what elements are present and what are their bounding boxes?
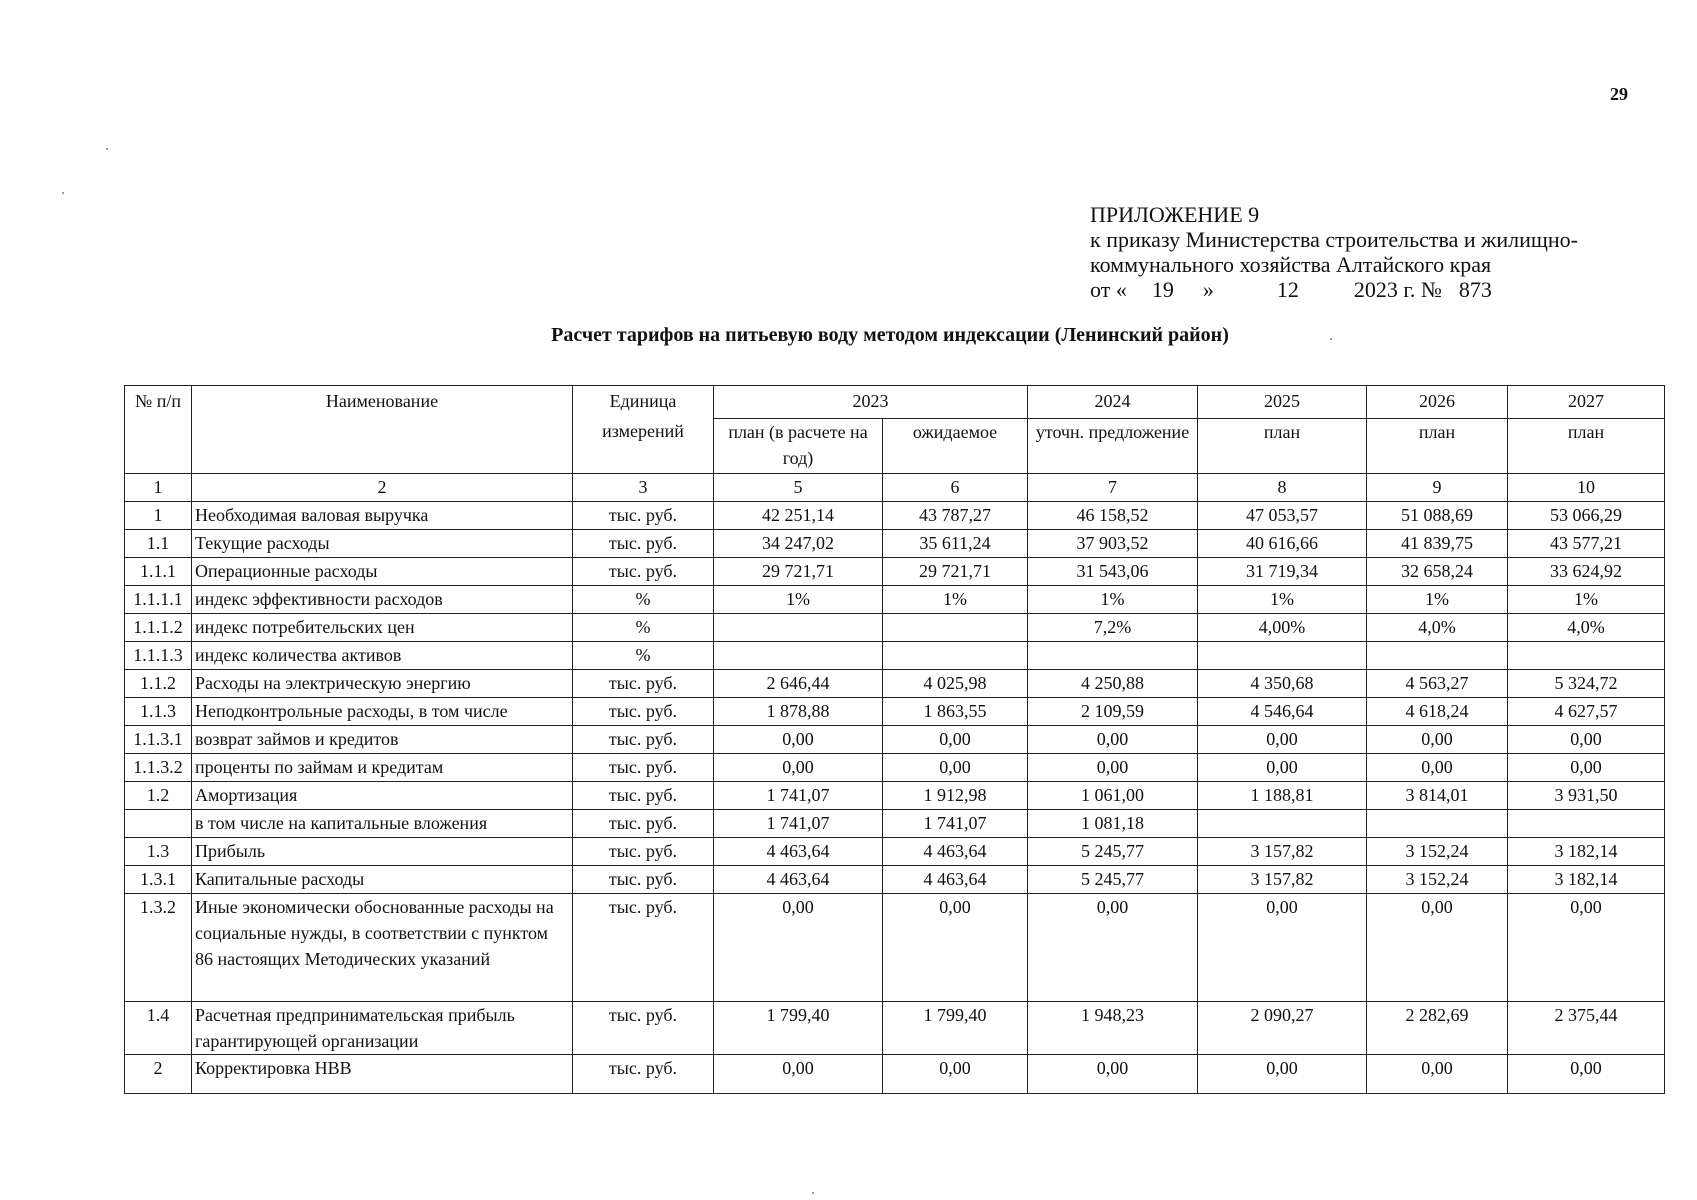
date-month: 12 (1276, 277, 1299, 302)
row-name-cell: индекс эффективности расходов (192, 586, 573, 614)
table-row (125, 1002, 1665, 1055)
row-value-cell: 0,00 (883, 894, 1028, 1002)
row-name-cell: Операционные расходы (192, 558, 573, 586)
header-year-2025: 2025 (1198, 386, 1367, 419)
row-value-cell: 2 646,44 (714, 670, 883, 698)
table-row (125, 502, 1665, 530)
row-number-cell: 1.1.3 (125, 698, 192, 726)
column-number: 6 (883, 474, 1028, 502)
row-value-cell: 0,00 (1508, 1055, 1665, 1094)
scan-speck (62, 192, 64, 194)
column-number: 7 (1028, 474, 1198, 502)
row-number-cell: 1.2 (125, 782, 192, 810)
row-value-cell (1508, 642, 1665, 670)
table-row (125, 614, 1665, 642)
tariff-table (124, 385, 1665, 1094)
row-value-cell: 3 152,24 (1367, 866, 1508, 894)
row-value-cell (1028, 642, 1198, 670)
row-name-cell: Прибыль (192, 838, 573, 866)
row-number-cell (125, 810, 192, 838)
row-value-cell: 3 157,82 (1198, 838, 1367, 866)
row-value-cell: 29 721,71 (883, 558, 1028, 586)
appendix-title: ПРИЛОЖЕНИЕ 9 (1090, 202, 1260, 227)
table-row (125, 586, 1665, 614)
row-value-cell: 4 463,64 (714, 866, 883, 894)
appendix-order-line-2: коммунального хозяйства Алтайского края (1090, 252, 1492, 277)
row-number-cell: 1.4 (125, 1002, 192, 1055)
date-day: 19 (1151, 277, 1174, 302)
scan-speck (812, 1192, 814, 1194)
row-name-cell: проценты по займам и кредитам (192, 754, 573, 782)
date-year-number-label: 2023 г. № (1353, 277, 1442, 302)
row-unit-cell: тыс. руб. (573, 502, 714, 530)
row-unit-cell: тыс. руб. (573, 530, 714, 558)
column-number: 2 (192, 474, 573, 502)
row-value-cell: 0,00 (1198, 1055, 1367, 1094)
header-2023-plan: план (в расчете на год) (714, 419, 883, 474)
row-value-cell: 0,00 (714, 1055, 883, 1094)
row-value-cell: 1% (714, 586, 883, 614)
order-number: 873 (1458, 277, 1492, 302)
row-value-cell: 4 463,64 (883, 838, 1028, 866)
row-value-cell (1508, 810, 1665, 838)
row-value-cell: 5 245,77 (1028, 838, 1198, 866)
row-value-cell: 32 658,24 (1367, 558, 1508, 586)
row-value-cell: 43 787,27 (883, 502, 1028, 530)
row-value-cell: 2 109,59 (1028, 698, 1198, 726)
row-value-cell (883, 614, 1028, 642)
row-number-cell: 1.1.1.1 (125, 586, 192, 614)
row-value-cell: 1 863,55 (883, 698, 1028, 726)
row-value-cell: 0,00 (714, 894, 883, 1002)
column-number: 3 (573, 474, 714, 502)
date-prefix: от « (1090, 277, 1127, 302)
row-name-cell: индекс потребительских цен (192, 614, 573, 642)
appendix-order-line-1: к приказу Министерства строительства и жилищно- (1090, 227, 1578, 252)
row-value-cell: 0,00 (1028, 1055, 1198, 1094)
row-number-cell: 1.1.1.2 (125, 614, 192, 642)
row-value-cell: 1 912,98 (883, 782, 1028, 810)
table-row (125, 642, 1665, 670)
row-value-cell: 4 463,64 (714, 838, 883, 866)
row-unit-cell: тыс. руб. (573, 838, 714, 866)
row-value-cell: 1 878,88 (714, 698, 883, 726)
row-value-cell: 37 903,52 (1028, 530, 1198, 558)
row-name-cell: в том числе на капитальные вложения (192, 810, 573, 838)
row-name-cell: Неподконтрольные расходы, в том числе (192, 698, 573, 726)
row-value-cell: 1% (1508, 586, 1665, 614)
row-value-cell: 1% (1367, 586, 1508, 614)
row-value-cell: 4 025,98 (883, 670, 1028, 698)
row-value-cell (1198, 642, 1367, 670)
row-value-cell: 41 839,75 (1367, 530, 1508, 558)
row-value-cell: 0,00 (1198, 754, 1367, 782)
header-year-2023: 2023 (714, 386, 1028, 419)
row-value-cell: 47 053,57 (1198, 502, 1367, 530)
row-value-cell: 0,00 (1028, 726, 1198, 754)
column-number: 10 (1508, 474, 1665, 502)
row-value-cell: 3 182,14 (1508, 838, 1665, 866)
row-value-cell: 0,00 (883, 1055, 1028, 1094)
table-row (125, 894, 1665, 1002)
header-2025-plan: план (1198, 419, 1367, 474)
column-number: 5 (714, 474, 883, 502)
row-name-cell: Текущие расходы (192, 530, 573, 558)
row-name-cell: Иные экономически обоснованные расходы на социальные нужды, в соответствии с пунктом 86 настоящих Методических указаний (192, 894, 573, 1002)
row-value-cell: 4 546,64 (1198, 698, 1367, 726)
header-year-2027: 2027 (1508, 386, 1665, 419)
row-value-cell (714, 642, 883, 670)
row-number-cell: 1 (125, 502, 192, 530)
row-number-cell: 1.3.1 (125, 866, 192, 894)
row-value-cell: 4 627,57 (1508, 698, 1665, 726)
column-number: 1 (125, 474, 192, 502)
row-value-cell: 4 250,88 (1028, 670, 1198, 698)
column-number-row (125, 474, 1665, 502)
header-2026-plan: план (1367, 419, 1508, 474)
row-unit-cell: тыс. руб. (573, 1002, 714, 1055)
row-value-cell: 3 152,24 (1367, 838, 1508, 866)
row-number-cell: 1.1 (125, 530, 192, 558)
row-value-cell: 0,00 (883, 754, 1028, 782)
row-unit-cell: тыс. руб. (573, 670, 714, 698)
row-unit-cell: тыс. руб. (573, 558, 714, 586)
row-value-cell: 1% (883, 586, 1028, 614)
row-value-cell: 5 245,77 (1028, 866, 1198, 894)
row-number-cell: 1.1.1 (125, 558, 192, 586)
row-value-cell: 1 061,00 (1028, 782, 1198, 810)
row-value-cell: 1 948,23 (1028, 1002, 1198, 1055)
header-year-2026: 2026 (1367, 386, 1508, 419)
row-value-cell: 4 463,64 (883, 866, 1028, 894)
table-row (125, 1055, 1665, 1094)
row-value-cell: 1 188,81 (1198, 782, 1367, 810)
row-name-cell: Необходимая валовая выручка (192, 502, 573, 530)
row-value-cell: 34 247,02 (714, 530, 883, 558)
header-2027-plan: план (1508, 419, 1665, 474)
row-name-cell: Расходы на электрическую энергию (192, 670, 573, 698)
row-number-cell: 1.1.2 (125, 670, 192, 698)
row-unit-cell: тыс. руб. (573, 866, 714, 894)
row-value-cell: 4,00% (1198, 614, 1367, 642)
table-row (125, 558, 1665, 586)
table-row (125, 530, 1665, 558)
table-row (125, 810, 1665, 838)
appendix-header (1090, 202, 1578, 302)
row-name-cell: индекс количества активов (192, 642, 573, 670)
row-value-cell: 5 324,72 (1508, 670, 1665, 698)
row-value-cell: 3 931,50 (1508, 782, 1665, 810)
row-value-cell: 53 066,29 (1508, 502, 1665, 530)
row-number-cell: 1.1.3.1 (125, 726, 192, 754)
row-number-cell: 1.3.2 (125, 894, 192, 1002)
row-number-cell: 1.3 (125, 838, 192, 866)
date-quote-close: » (1202, 277, 1214, 302)
row-name-cell: Корректировка НВВ (192, 1055, 573, 1094)
row-unit-cell: тыс. руб. (573, 782, 714, 810)
row-unit-cell: % (573, 642, 714, 670)
row-unit-cell: тыс. руб. (573, 726, 714, 754)
row-unit-cell: тыс. руб. (573, 754, 714, 782)
row-value-cell: 1 741,07 (714, 782, 883, 810)
row-value-cell: 1% (1028, 586, 1198, 614)
row-value-cell: 1 081,18 (1028, 810, 1198, 838)
row-value-cell: 0,00 (1028, 894, 1198, 1002)
row-value-cell: 3 157,82 (1198, 866, 1367, 894)
table-row (125, 782, 1665, 810)
row-value-cell: 4 350,68 (1198, 670, 1367, 698)
row-value-cell (714, 614, 883, 642)
header-2023-expected: ожидаемое (883, 419, 1028, 474)
row-value-cell: 4 618,24 (1367, 698, 1508, 726)
row-value-cell: 0,00 (714, 726, 883, 754)
row-value-cell: 43 577,21 (1508, 530, 1665, 558)
row-value-cell: 1 799,40 (883, 1002, 1028, 1055)
row-value-cell: 51 088,69 (1367, 502, 1508, 530)
row-value-cell: 2 282,69 (1367, 1002, 1508, 1055)
row-value-cell: 0,00 (1508, 894, 1665, 1002)
table-row (125, 726, 1665, 754)
row-name-cell: Капитальные расходы (192, 866, 573, 894)
row-value-cell: 31 719,34 (1198, 558, 1367, 586)
row-number-cell: 1.1.1.3 (125, 642, 192, 670)
row-unit-cell: тыс. руб. (573, 1055, 714, 1094)
row-value-cell: 33 624,92 (1508, 558, 1665, 586)
column-number: 9 (1367, 474, 1508, 502)
row-number-cell: 2 (125, 1055, 192, 1094)
row-value-cell: 4 563,27 (1367, 670, 1508, 698)
row-value-cell: 1 741,07 (714, 810, 883, 838)
row-unit-cell: % (573, 614, 714, 642)
row-value-cell (883, 642, 1028, 670)
row-unit-cell: тыс. руб. (573, 698, 714, 726)
row-value-cell: 0,00 (1198, 726, 1367, 754)
row-value-cell: 2 375,44 (1508, 1002, 1665, 1055)
row-value-cell: 0,00 (1508, 754, 1665, 782)
row-value-cell (1367, 642, 1508, 670)
row-value-cell: 0,00 (1198, 894, 1367, 1002)
document-title: Расчет тарифов на питьевую воду методом индексации (Ленинский район) (551, 324, 1229, 346)
row-value-cell: 0,00 (1367, 754, 1508, 782)
table-row (125, 866, 1665, 894)
row-value-cell: 4,0% (1367, 614, 1508, 642)
page-number: 29 (1610, 84, 1628, 104)
row-value-cell: 35 611,24 (883, 530, 1028, 558)
table-row (125, 698, 1665, 726)
row-value-cell: 1% (1198, 586, 1367, 614)
row-unit-cell: тыс. руб. (573, 894, 714, 1002)
header-2024-proposal: уточн. предложение (1028, 419, 1198, 474)
row-value-cell: 7,2% (1028, 614, 1198, 642)
header-year-2024: 2024 (1028, 386, 1198, 419)
row-value-cell (1367, 810, 1508, 838)
row-value-cell: 1 741,07 (883, 810, 1028, 838)
row-value-cell: 2 090,27 (1198, 1002, 1367, 1055)
appendix-date-line (1090, 277, 1578, 302)
row-value-cell: 1 799,40 (714, 1002, 883, 1055)
header-num: № п/п (125, 386, 192, 474)
table-row (125, 838, 1665, 866)
row-number-cell: 1.1.3.2 (125, 754, 192, 782)
row-value-cell: 3 814,01 (1367, 782, 1508, 810)
row-value-cell: 0,00 (1367, 894, 1508, 1002)
row-value-cell: 4,0% (1508, 614, 1665, 642)
row-value-cell: 0,00 (714, 754, 883, 782)
header-name: Наименование (192, 386, 573, 474)
row-value-cell: 0,00 (1508, 726, 1665, 754)
row-value-cell (1198, 810, 1367, 838)
row-unit-cell: % (573, 586, 714, 614)
table-row (125, 670, 1665, 698)
row-value-cell: 40 616,66 (1198, 530, 1367, 558)
row-name-cell: Расчетная предпринимательская прибыль гарантирующей организации (192, 1002, 573, 1055)
table-row (125, 754, 1665, 782)
row-value-cell: 29 721,71 (714, 558, 883, 586)
row-value-cell: 3 182,14 (1508, 866, 1665, 894)
row-unit-cell: тыс. руб. (573, 810, 714, 838)
row-value-cell: 0,00 (1367, 1055, 1508, 1094)
row-value-cell: 31 543,06 (1028, 558, 1198, 586)
row-value-cell: 42 251,14 (714, 502, 883, 530)
row-value-cell: 0,00 (1367, 726, 1508, 754)
row-value-cell: 0,00 (1028, 754, 1198, 782)
row-value-cell: 46 158,52 (1028, 502, 1198, 530)
column-number: 8 (1198, 474, 1367, 502)
row-value-cell: 0,00 (883, 726, 1028, 754)
row-name-cell: возврат займов и кредитов (192, 726, 573, 754)
scan-speck (106, 148, 108, 150)
header-unit: Единица измерений (573, 386, 714, 474)
row-name-cell: Амортизация (192, 782, 573, 810)
scan-speck (1330, 338, 1332, 340)
